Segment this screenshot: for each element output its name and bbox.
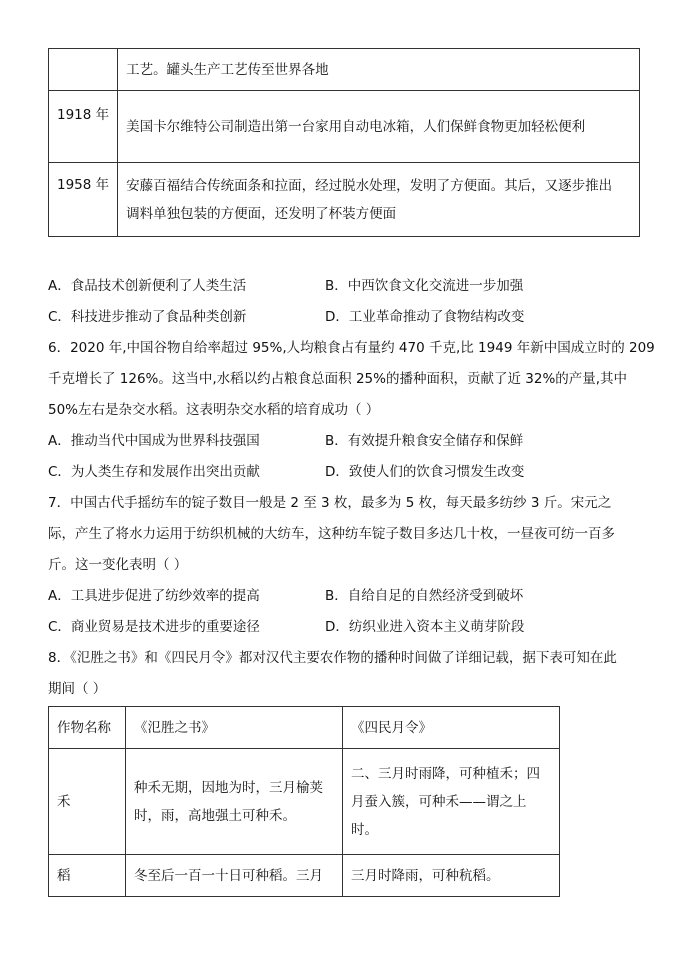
table-row [49,49,640,91]
fan-cell: 冬至后一百一十日可种稻。三月 [126,855,343,897]
q7-option-d: D．纺织业进入资本主义萌芽阶段 [325,619,525,635]
q5-option-a: A．食品技术创新便利了人类生活 [48,278,247,294]
q5-option-d: D．工业革命推动了食物结构改变 [325,309,525,325]
cell-line: 时。 [351,821,378,838]
q8-stem-line: 8．《氾胜之书》和《四民月令》都对汉代主要农作物的播种时间做了详细记载，据下表可知在此 [48,650,617,666]
year-cell: 1958 年 [49,163,118,237]
q7-option-b: B．自给自足的自然经济受到破坏 [325,588,524,604]
table-row [49,91,640,163]
event-cell [118,163,640,237]
crop-cell: 禾 [49,749,126,855]
q7-option-a: A．工具进步促进了纺纱效率的提高 [48,588,260,604]
q7-stem-line: 斤。这一变化表明（ ） [48,557,188,573]
cell-line: 种禾无期，因地为时，三月榆荚 [134,779,323,796]
cell-line: 月蚕入簇，可种禾——谓之上 [351,793,527,810]
crop-table [48,706,560,897]
table-row [49,749,560,855]
table-row [49,855,560,897]
fan-cell [126,749,343,855]
event-line: 调料单独包装的方便面，还发明了杯装方便面 [126,205,397,222]
q5-option-b: B．中西饮食文化交流进一步加强 [325,278,524,294]
q6-stem-line: 6．2020 年,中国谷物自给率超过 95%,人均粮食占有量约 470 千克,比 1949 年新中国成立时的 209 [48,340,655,356]
q7-stem-line: 7．中国古代手摇纺车的锭子数目一般是 2 至 3 枚，最多为 5 枚，每天最多纺纱 3 斤。宋元之 [48,495,612,511]
event-cell: 工艺。罐头生产工艺传至世界各地 [118,49,640,91]
q7-option-c: C．商业贸易是技术进步的重要途径 [48,619,260,635]
q5-option-c: C．科技进步推动了食品种类创新 [48,309,247,325]
header-cell: 作物名称 [49,707,126,749]
q6-stem-line: 千克增长了 126%。这当中,水稻以约占粮食总面积 25%的播种面积，贡献了近 32%的产量,其中 [48,371,628,387]
header-cell: 《氾胜之书》 [126,707,343,749]
table-header-row [49,707,560,749]
event-cell: 美国卡尔维特公司制造出第一台家用自动电冰箱，人们保鲜食物更加轻松便利 [118,91,640,163]
q7-stem-line: 际，产生了将水力运用于纺织机械的大纺车，这种纺车锭子数目多达几十枚，一昼夜可纺一百多 [48,526,615,542]
inventions-table [48,48,640,237]
si-cell: 三月时降雨，可种秔稻。 [343,855,560,897]
q6-stem-line: 50%左右是杂交水稻。这表明杂交水稻的培育成功（ ） [48,402,380,418]
q6-option-a: A．推动当代中国成为世界科技强国 [48,433,260,449]
year-cell [49,49,118,91]
year-cell: 1918 年 [49,91,118,163]
table-row [49,163,640,237]
cell-line: 时，雨，高地强土可种禾。 [134,807,296,824]
q6-option-b: B．有效提升粮食安全储存和保鲜 [325,433,524,449]
cell-line: 二、三月时雨降，可种植禾；四 [351,765,540,782]
q6-option-d: D．致使人们的饮食习惯发生改变 [325,464,525,480]
si-cell [343,749,560,855]
event-line: 安藤百福结合传统面条和拉面，经过脱水处理，发明了方便面。其后，又逐步推出 [126,177,613,194]
header-cell: 《四民月令》 [343,707,560,749]
q6-option-c: C．为人类生存和发展作出突出贡献 [48,464,260,480]
q8-stem-line: 期间（ ） [48,681,107,697]
crop-cell: 稻 [49,855,126,897]
